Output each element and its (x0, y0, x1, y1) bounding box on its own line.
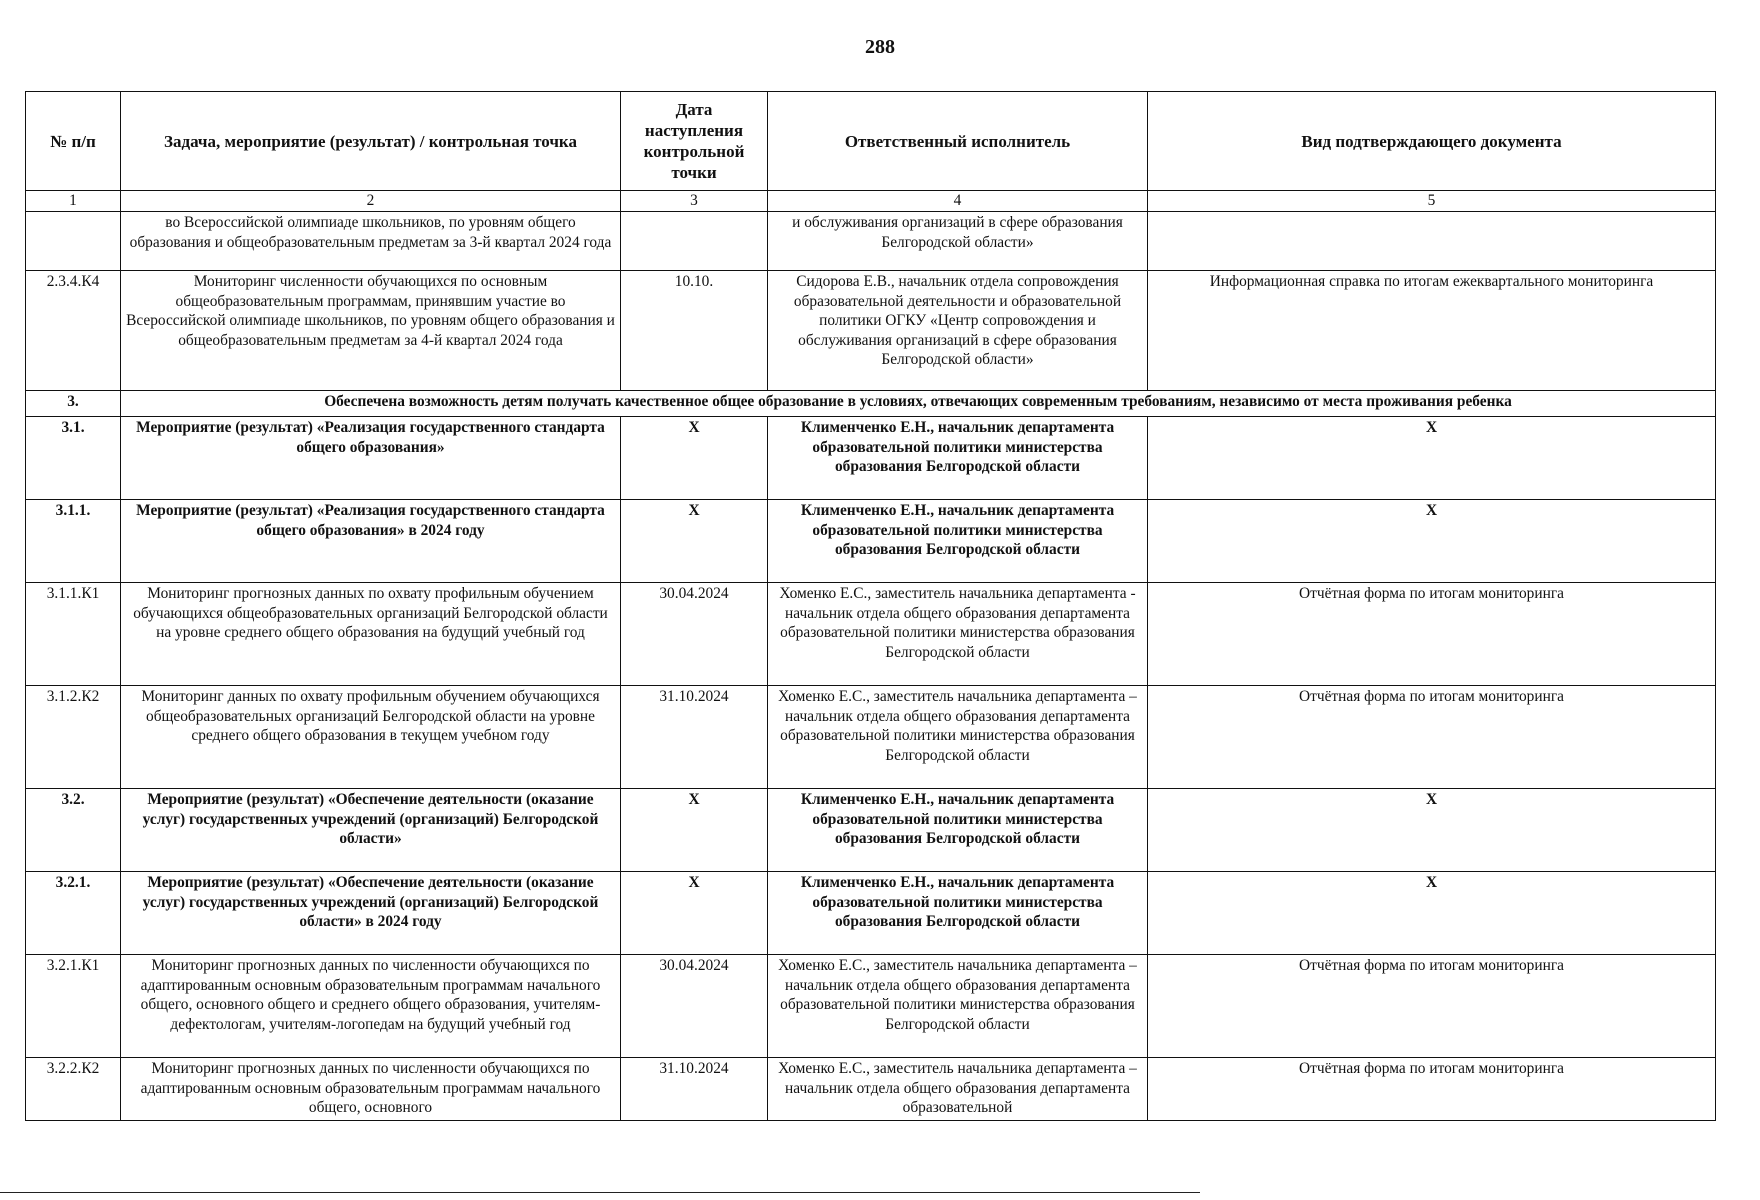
row-responsible: и обслуживания организаций в сфере образования Белгородской области» (768, 212, 1148, 271)
row-number: 3.2.2.К2 (26, 1058, 121, 1121)
bottom-rule (0, 1192, 1200, 1193)
table-row (26, 212, 1716, 271)
row-task: Мониторинг прогнозных данных по охвату профильным обучением обучающихся общеобразовательных организаций Белгородской области на уровне среднего общего образования на будущий учебный год (121, 583, 621, 686)
row-number: 3.1.1.К1 (26, 583, 121, 686)
table-header-row (26, 92, 1716, 191)
row-date: 30.04.2024 (621, 955, 768, 1058)
section-title: Обеспечена возможность детям получать качественное общее образование в условиях, отвечающих современным требованиям, независимо от места проживания ребенка (121, 391, 1716, 417)
row-date: X (621, 500, 768, 583)
row-task: Мероприятие (результат) «Обеспечение деятельности (оказание услуг) государственных учреждений (организаций) Белгородской области» в 2024 году (121, 872, 621, 955)
row-document: X (1148, 872, 1716, 955)
row-document: X (1148, 500, 1716, 583)
row-number (26, 212, 121, 271)
row-responsible: Хоменко Е.С., заместитель начальника департамента – начальник отдела общего образования департамента образовательной политики министерства образования Белгородской области (768, 955, 1148, 1058)
row-responsible: Клименченко Е.Н., начальник департамента образовательной политики министерства образования Белгородской области (768, 417, 1148, 500)
column-number: 3 (621, 191, 768, 212)
row-task: Мониторинг численности обучающихся по основным общеобразовательным программам, принявшим участие во Всероссийской олимпиаде школьников, по уровням общего образования и общеобразовательным предметам за 4-й квартал 2024 года (121, 271, 621, 391)
row-date (621, 212, 768, 271)
row-responsible: Сидорова Е.В., начальник отдела сопровождения образовательной деятельности и образовательной политики ОГКУ «Центр сопровождения и обслуживания организаций в сфере образования Белгородской области» (768, 271, 1148, 391)
table-row (26, 789, 1716, 872)
row-number: 3.2.1. (26, 872, 121, 955)
row-document: Отчётная форма по итогам мониторинга (1148, 1058, 1716, 1121)
row-responsible: Хоменко Е.С., заместитель начальника департамента – начальник отдела общего образования департамента образовательной (768, 1058, 1148, 1121)
row-document: Отчётная форма по итогам мониторинга (1148, 955, 1716, 1058)
row-responsible: Клименченко Е.Н., начальник департамента образовательной политики министерства образования Белгородской области (768, 789, 1148, 872)
row-task: Мероприятие (результат) «Реализация государственного стандарта общего образования» в 2024 году (121, 500, 621, 583)
control-points-table (25, 91, 1716, 1121)
row-date: 31.10.2024 (621, 1058, 768, 1121)
row-number: 3.1. (26, 417, 121, 500)
page-number: 288 (865, 36, 895, 58)
row-responsible: Хоменко Е.С., заместитель начальника департамента - начальник отдела общего образования департамента образовательной политики министерства образования Белгородской области (768, 583, 1148, 686)
row-responsible: Хоменко Е.С., заместитель начальника департамента – начальник отдела общего образования департамента образовательной политики министерства образования Белгородской области (768, 686, 1148, 789)
row-document (1148, 212, 1716, 271)
row-document: Информационная справка по итогам ежеквартального мониторинга (1148, 271, 1716, 391)
column-number: 4 (768, 191, 1148, 212)
header-document: Вид подтверждающего документа (1148, 92, 1716, 191)
row-document: X (1148, 789, 1716, 872)
row-number: 3.1.2.К2 (26, 686, 121, 789)
table-row (26, 686, 1716, 789)
column-number-row (26, 191, 1716, 212)
table-row (26, 583, 1716, 686)
row-document: Отчётная форма по итогам мониторинга (1148, 583, 1716, 686)
table-row (26, 271, 1716, 391)
table-row (26, 1058, 1716, 1121)
column-number: 2 (121, 191, 621, 212)
row-date: 10.10. (621, 271, 768, 391)
table-row (26, 955, 1716, 1058)
row-task: Мероприятие (результат) «Реализация государственного стандарта общего образования» (121, 417, 621, 500)
row-task: Мониторинг данных по охвату профильным обучением обучающихся общеобразовательных организаций Белгородской области на уровне среднего общего образования в текущем учебном году (121, 686, 621, 789)
header-responsible: Ответственный исполнитель (768, 92, 1148, 191)
row-responsible: Клименченко Е.Н., начальник департамента образовательной политики министерства образования Белгородской области (768, 500, 1148, 583)
section-row (26, 391, 1716, 417)
row-date: X (621, 789, 768, 872)
row-date: 31.10.2024 (621, 686, 768, 789)
row-task: во Всероссийской олимпиаде школьников, по уровням общего образования и общеобразовательным предметам за 3-й квартал 2024 года (121, 212, 621, 271)
column-number: 5 (1148, 191, 1716, 212)
header-date: Дата наступления контрольной точки (621, 92, 768, 191)
row-date: X (621, 417, 768, 500)
table-row (26, 872, 1716, 955)
row-task: Мероприятие (результат) «Обеспечение деятельности (оказание услуг) государственных учреждений (организаций) Белгородской области» (121, 789, 621, 872)
row-document: Отчётная форма по итогам мониторинга (1148, 686, 1716, 789)
header-task: Задача, мероприятие (результат) / контрольная точка (121, 92, 621, 191)
row-date: X (621, 872, 768, 955)
row-task: Мониторинг прогнозных данных по численности обучающихся по адаптированным основным образовательным программам начального общего, основного (121, 1058, 621, 1121)
row-date: 30.04.2024 (621, 583, 768, 686)
column-number: 1 (26, 191, 121, 212)
row-responsible: Клименченко Е.Н., начальник департамента образовательной политики министерства образования Белгородской области (768, 872, 1148, 955)
row-document: X (1148, 417, 1716, 500)
table-row (26, 500, 1716, 583)
row-number: 2.3.4.К4 (26, 271, 121, 391)
row-number: 3.2.1.К1 (26, 955, 121, 1058)
row-task: Мониторинг прогнозных данных по численности обучающихся по адаптированным основным образовательным программам начального общего, основного общего и среднего общего образования, учителям-дефектологам, учителям-логопедам на будущий учебный год (121, 955, 621, 1058)
row-number: 3.1.1. (26, 500, 121, 583)
table-row (26, 417, 1716, 500)
section-number: 3. (26, 391, 121, 417)
row-number: 3.2. (26, 789, 121, 872)
header-num: № п/п (26, 92, 121, 191)
